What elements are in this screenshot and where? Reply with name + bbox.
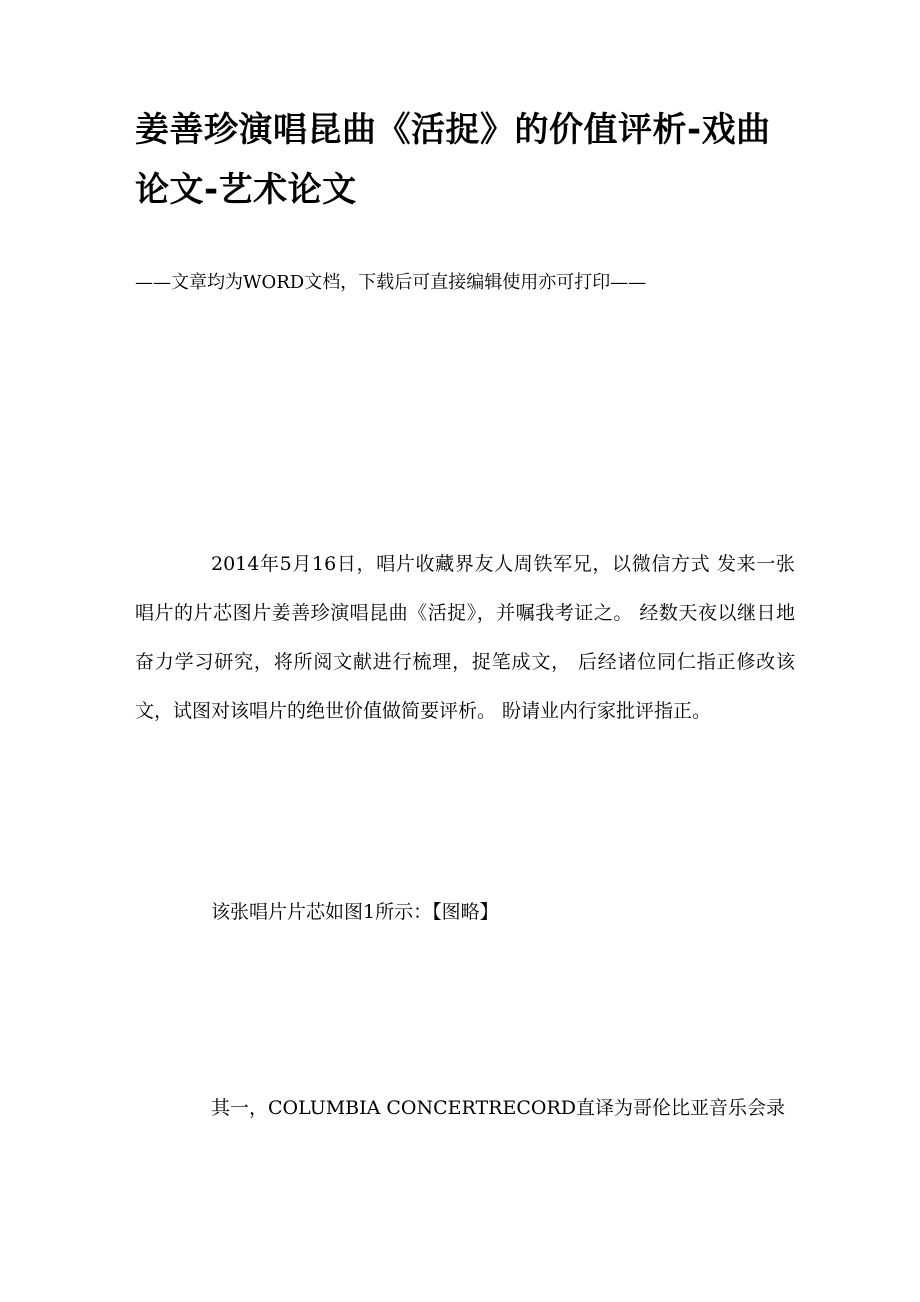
document-title: 姜善珍演唱昆曲《活捉》的价值评析-戏曲论文-艺术论文 — [135, 110, 771, 210]
document-subtitle: ——文章均为WORD文档，下载后可直接编辑使用亦可打印—— — [135, 272, 647, 293]
body-paragraph-intro: 2014年5月16日，唱片收藏界友人周铁军兄，以微信方式 发来一张唱片的片芯图片姜善珍演唱昆曲《活捉》，并嘱我考证之。 经数天夜以继日地奋力学习研究，将所阅文献进行梳理，捉笔成文， 后经诸位同仁指正修改该文，试图对该唱片的绝世价值做简要评析。 盼请业内行家批评指正。 — [135, 553, 795, 722]
body-paragraph-figure-note: 该张唱片片芯如图1所示：【图略】 — [211, 901, 499, 923]
body-paragraph-point-one: 其一，COLUMBIA CONCERTRECORD直译为哥伦比亚音乐会录 — [211, 1097, 786, 1119]
